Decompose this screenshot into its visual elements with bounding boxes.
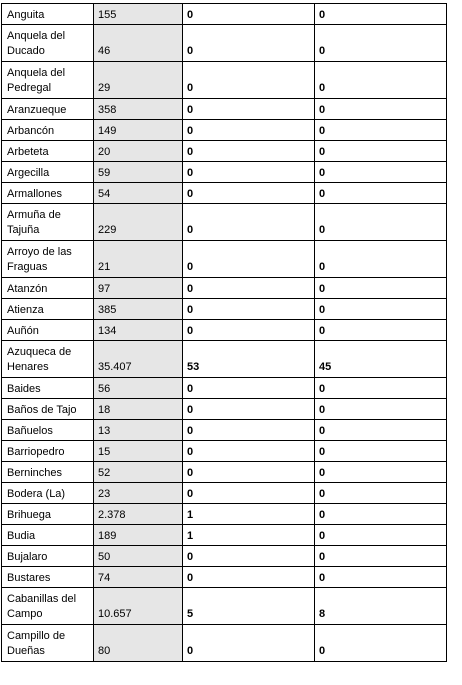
table-row: [2, 567, 447, 588]
table-row: [2, 525, 447, 546]
population-cell: 18: [94, 399, 183, 420]
municipality-cell: Campillo de Dueñas: [2, 625, 94, 662]
population-cell: 20: [94, 141, 183, 162]
table-row: [2, 4, 447, 25]
value-b-cell: 0: [315, 25, 447, 62]
population-cell: 189: [94, 525, 183, 546]
table-row: [2, 204, 447, 241]
municipality-cell: Auñón: [2, 320, 94, 341]
municipality-cell: Argecilla: [2, 162, 94, 183]
value-b-cell: 0: [315, 462, 447, 483]
value-b-cell: 0: [315, 99, 447, 120]
population-cell: 54: [94, 183, 183, 204]
population-cell: 56: [94, 378, 183, 399]
table-row: [2, 341, 447, 378]
table-row: [2, 183, 447, 204]
population-cell: 21: [94, 241, 183, 278]
municipality-cell: Azuqueca de Henares: [2, 341, 94, 378]
population-cell: 50: [94, 546, 183, 567]
population-cell: 385: [94, 299, 183, 320]
population-cell: 155: [94, 4, 183, 25]
value-b-cell: 0: [315, 525, 447, 546]
table-row: [2, 441, 447, 462]
municipality-cell: Armuña de Tajuña: [2, 204, 94, 241]
municipality-cell: Barriopedro: [2, 441, 94, 462]
value-a-cell: 0: [183, 483, 315, 504]
value-a-cell: 0: [183, 4, 315, 25]
value-b-cell: 0: [315, 625, 447, 662]
value-a-cell: 0: [183, 183, 315, 204]
value-b-cell: 0: [315, 567, 447, 588]
value-a-cell: 0: [183, 299, 315, 320]
value-b-cell: 0: [315, 278, 447, 299]
value-b-cell: 0: [315, 241, 447, 278]
value-a-cell: 0: [183, 567, 315, 588]
value-b-cell: 0: [315, 504, 447, 525]
population-cell: 74: [94, 567, 183, 588]
municipality-cell: Anguita: [2, 4, 94, 25]
value-b-cell: 0: [315, 120, 447, 141]
value-a-cell: 0: [183, 546, 315, 567]
value-a-cell: 0: [183, 625, 315, 662]
population-cell: 134: [94, 320, 183, 341]
value-b-cell: 0: [315, 141, 447, 162]
municipality-cell: Brihuega: [2, 504, 94, 525]
municipality-cell: Bujalaro: [2, 546, 94, 567]
table-row: [2, 299, 447, 320]
table-row: [2, 462, 447, 483]
municipality-cell: Bustares: [2, 567, 94, 588]
value-b-cell: 0: [315, 183, 447, 204]
table-row: [2, 546, 447, 567]
value-b-cell: 0: [315, 204, 447, 241]
value-a-cell: 0: [183, 62, 315, 99]
value-a-cell: 53: [183, 341, 315, 378]
value-b-cell: 0: [315, 4, 447, 25]
table-row: [2, 378, 447, 399]
population-cell: 229: [94, 204, 183, 241]
population-cell: 80: [94, 625, 183, 662]
table-row: [2, 483, 447, 504]
value-a-cell: 0: [183, 441, 315, 462]
table-row: [2, 241, 447, 278]
municipality-cell: Anquela del Pedregal: [2, 62, 94, 99]
municipality-cell: Atanzón: [2, 278, 94, 299]
value-a-cell: 0: [183, 378, 315, 399]
table-row: [2, 588, 447, 625]
table-row: [2, 25, 447, 62]
municipality-cell: Baños de Tajo: [2, 399, 94, 420]
population-cell: 2.378: [94, 504, 183, 525]
value-b-cell: 0: [315, 546, 447, 567]
value-a-cell: 1: [183, 504, 315, 525]
municipality-cell: Baides: [2, 378, 94, 399]
municipality-cell: Bañuelos: [2, 420, 94, 441]
municipality-cell: Berninches: [2, 462, 94, 483]
municipality-cell: Anquela del Ducado: [2, 25, 94, 62]
table-row: [2, 504, 447, 525]
value-b-cell: 0: [315, 441, 447, 462]
population-cell: 59: [94, 162, 183, 183]
value-a-cell: 0: [183, 420, 315, 441]
table-row: [2, 320, 447, 341]
population-cell: 46: [94, 25, 183, 62]
municipality-table: [1, 3, 447, 662]
population-cell: 23: [94, 483, 183, 504]
table-row: [2, 99, 447, 120]
table-row: [2, 278, 447, 299]
value-b-cell: 0: [315, 62, 447, 99]
value-a-cell: 0: [183, 278, 315, 299]
value-a-cell: 0: [183, 399, 315, 420]
population-cell: 15: [94, 441, 183, 462]
value-a-cell: 0: [183, 462, 315, 483]
population-cell: 52: [94, 462, 183, 483]
municipality-cell: Budia: [2, 525, 94, 546]
value-a-cell: 0: [183, 241, 315, 278]
municipality-cell: Aranzueque: [2, 99, 94, 120]
value-b-cell: 0: [315, 420, 447, 441]
value-b-cell: 0: [315, 320, 447, 341]
value-b-cell: 0: [315, 483, 447, 504]
population-cell: 35.407: [94, 341, 183, 378]
value-b-cell: 0: [315, 378, 447, 399]
table-body: [2, 4, 447, 662]
value-a-cell: 0: [183, 162, 315, 183]
table-row: [2, 162, 447, 183]
population-cell: 97: [94, 278, 183, 299]
table-row: [2, 625, 447, 662]
value-a-cell: 0: [183, 99, 315, 120]
municipality-cell: Arroyo de las Fraguas: [2, 241, 94, 278]
value-a-cell: 0: [183, 320, 315, 341]
value-b-cell: 8: [315, 588, 447, 625]
value-b-cell: 0: [315, 162, 447, 183]
population-cell: 10.657: [94, 588, 183, 625]
population-cell: 149: [94, 120, 183, 141]
municipality-cell: Cabanillas del Campo: [2, 588, 94, 625]
municipality-cell: Atienza: [2, 299, 94, 320]
value-a-cell: 0: [183, 120, 315, 141]
population-cell: 13: [94, 420, 183, 441]
value-b-cell: 0: [315, 299, 447, 320]
table-row: [2, 141, 447, 162]
population-cell: 358: [94, 99, 183, 120]
municipality-cell: Arbeteta: [2, 141, 94, 162]
value-b-cell: 0: [315, 399, 447, 420]
municipality-cell: Bodera (La): [2, 483, 94, 504]
value-a-cell: 1: [183, 525, 315, 546]
value-a-cell: 5: [183, 588, 315, 625]
municipality-cell: Arbancón: [2, 120, 94, 141]
table-row: [2, 399, 447, 420]
table-row: [2, 62, 447, 99]
value-a-cell: 0: [183, 25, 315, 62]
table-row: [2, 420, 447, 441]
value-a-cell: 0: [183, 204, 315, 241]
municipality-cell: Armallones: [2, 183, 94, 204]
value-b-cell: 45: [315, 341, 447, 378]
value-a-cell: 0: [183, 141, 315, 162]
table-row: [2, 120, 447, 141]
population-cell: 29: [94, 62, 183, 99]
